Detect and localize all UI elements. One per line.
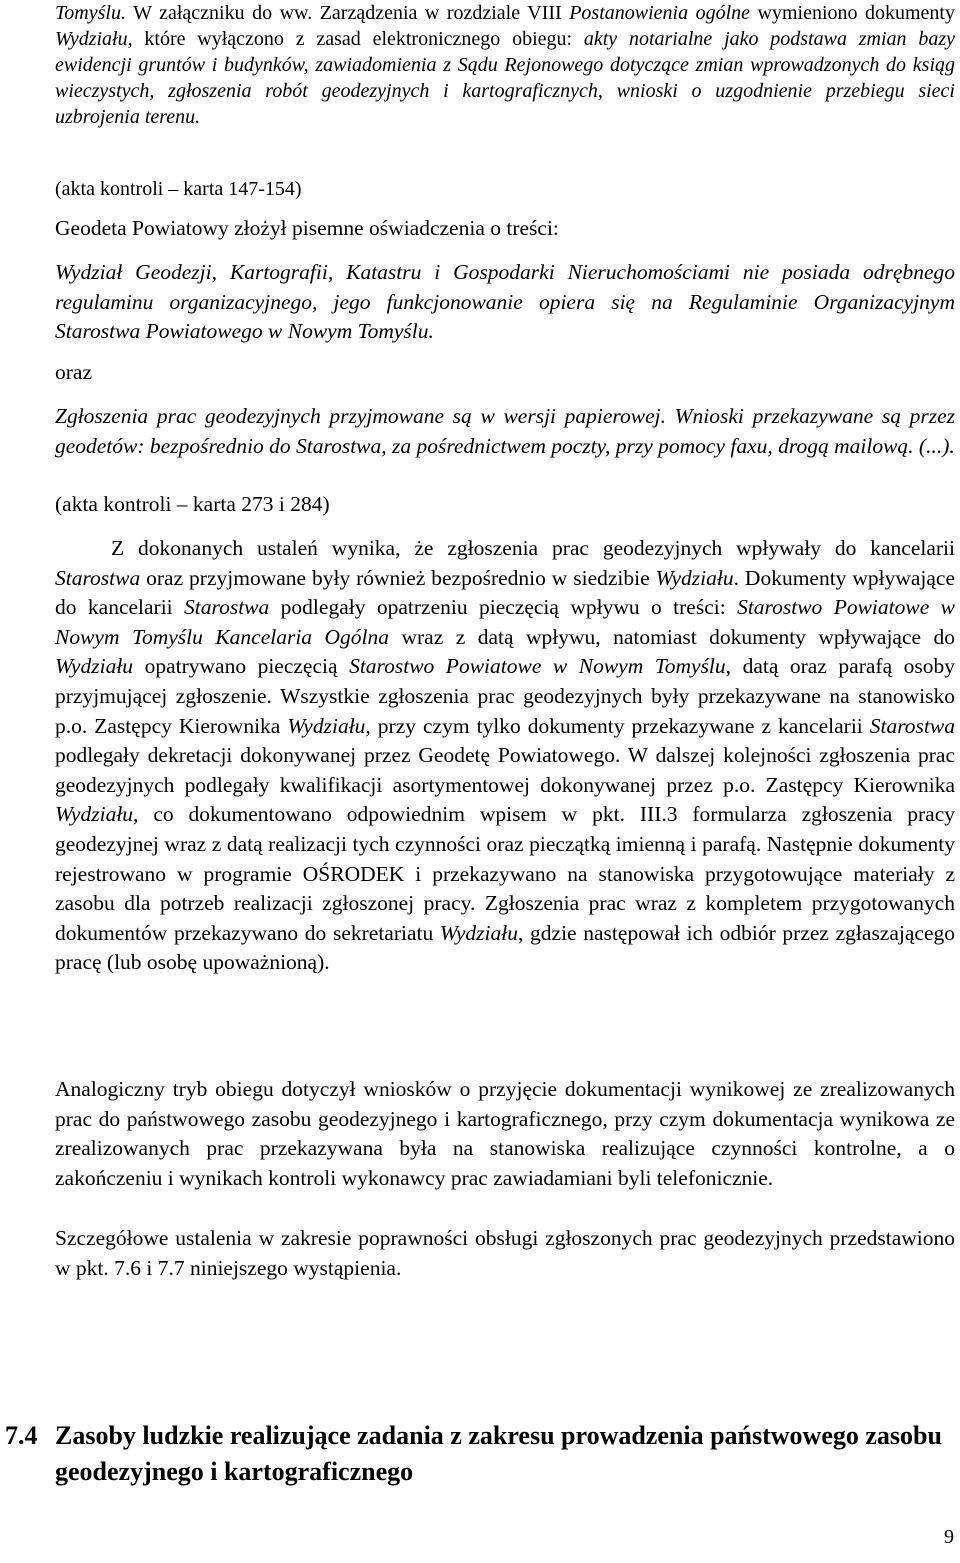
- findings-text: Wydziału,: [287, 713, 371, 738]
- findings-text: Wydziału: [55, 654, 134, 679]
- findings-text: oraz przyjmowane były również bezpośrednio w siedzibie: [140, 565, 656, 590]
- findings-text: Starostwo Powiatowe w Nowym Tomyślu: [349, 654, 726, 679]
- findings-text: , co dokumentowano odpowiednim wpisem w pkt. III.3 formularza zgłoszenia pracy geodezyjnej wraz z datą realizacji tych czynności oraz pieczątką imienną i parafą. Następnie dokumenty rejestrowano w programie OŚRODEK i przekazywano na stanowiska przygotowujące materiały z zasobu dla potrzeb realizacji zgłoszonej pracy. Zgłoszenia prac wraz z kompletem przygotowanych dokumentów przekazywano do sekretariatu: [55, 802, 955, 945]
- findings-text: podlegały dekretacji dokonywanej przez Geodetę Powiatowego. W dalszej kolejności zgłoszenia prac geodezyjnych podlegały kwalifikacji asortymentowej dokonywanej przez p.o. Zastępcy Kierownika: [55, 743, 955, 797]
- paragraph-analogous: Analogiczny tryb obiegu dotyczył wniosków o przyjęcie dokumentacji wynikowej ze zrealizowanych prac do państwowego zasobu geodezyjnego i kartograficznego, przy czym dokumentacja wynikowa ze zrealizowanych prac przekazywana była na stanowiska realizujące czynności kontrolne, a o zakończeniu i wynikach kontroli wykonawcy prac zawiadamiani byli telefonicznie.: [55, 1077, 955, 1190]
- findings-text: Wydziału: [439, 920, 518, 945]
- section-heading: [5, 1418, 955, 1490]
- intro-text: Postanowienia ogólne: [569, 2, 751, 24]
- findings-text: przy czym tylko dokumenty przekazywane z kancelarii: [370, 713, 870, 738]
- findings-text: Z dokonanych ustaleń wynika, że zgłoszenia prac geodezyjnych wpływały do kancelarii: [111, 536, 955, 560]
- intro-text: Tomyślu.: [55, 2, 126, 24]
- findings-text: . Dokumenty wpływające do kancelarii: [55, 565, 956, 620]
- reference-note-2: (akta kontroli – karta 273 i 284): [55, 492, 330, 516]
- findings-text: Starostwa: [869, 713, 955, 738]
- intro-text: W załączniku do ww.: [125, 2, 320, 24]
- findings-text: wraz z datą wpływu, natomiast dokumenty wpływające do: [389, 624, 956, 649]
- section-title: Zasoby ludzkie realizujące zadania z zakresu prowadzenia państwowego zasobu geodezyjnego i kartograficznego: [55, 1421, 942, 1486]
- intro-text: Zarządzenia: [319, 2, 418, 24]
- quote-2: Zgłoszenia prac geodezyjnych przyjmowane są w wersji papierowej. Wnioski przekazywane są przez geodetów: bezpośrednio do Starostwa, za pośrednictwem poczty, przy pomocy faxu, drogą mailową. (...).: [55, 404, 955, 458]
- intro-text: w rozdziale VIII: [417, 2, 570, 24]
- quote-1: Wydział Geodezji, Kartografii, Katastru i Gospodarki Nieruchomościami nie posiada odrębnego regulaminu organizacyjnego, jego funkcjonowanie opiera się na Regulaminie Organizacyjnym Starostwa Powiatowego w Nowym Tomyślu.: [55, 260, 955, 344]
- paragraph-details: Szczegółowe ustalenia w zakresie poprawności obsługi zgłoszonych prac geodezyjnych przedstawiono w pkt. 7.6 i 7.7 niniejszego wystąpienia.: [55, 1226, 955, 1280]
- findings-text: Starostwa: [184, 595, 270, 620]
- intro-text: Wydziału: [55, 28, 128, 50]
- findings-text: opatrywano pieczęcią: [133, 654, 350, 679]
- findings-text: Starostwa: [55, 565, 141, 590]
- findings-text: Wydziału: [55, 802, 134, 827]
- paragraph-findings: [55, 534, 955, 978]
- conjunction: oraz: [55, 360, 92, 384]
- findings-text: , datą oraz parafą osoby przyjmującej zgłoszenie. Wszystkie zgłoszenia prac geodezyjnych były przekazywane na stanowisko p.o. Zastępcy Kierownika: [55, 654, 956, 738]
- findings-text: podlegały opatrzeniu pieczęcią wpływu o treści:: [269, 595, 738, 620]
- findings-text: , gdzie następował ich odbiór przez zgłaszającego pracę (lub osobę upoważnioną).: [55, 920, 955, 975]
- page-number: 9: [944, 1526, 954, 1548]
- reference-note-1: (akta kontroli – karta 147-154): [55, 178, 302, 200]
- statement-intro: Geodeta Powiatowy złożył pisemne oświadczenia o treści:: [55, 216, 559, 240]
- findings-text: Starostwo Powiatowe w Nowym Tomyślu Kancelaria Ogólna: [55, 595, 955, 649]
- findings-text: Wydziału: [655, 565, 734, 590]
- intro-text: akty notarialne jako podstawa zmian bazy ewidencji gruntów i budynków, zawiadomienia z Sądu Rejonowego dotyczące zmian wprowadzonych do ksiąg wieczystych, zgłoszenia robót geodezyjnych i kartograficznych, wnioski o uzgodnienie przebiegu sieci uzbrojenia terenu.: [55, 28, 955, 128]
- intro-text: wymieniono dokumenty: [750, 2, 955, 24]
- intro-text: , które wyłączono z zasad elektronicznego obiegu:: [127, 28, 584, 50]
- intro-paragraph: [55, 0, 955, 130]
- section-number: 7.4: [5, 1421, 38, 1450]
